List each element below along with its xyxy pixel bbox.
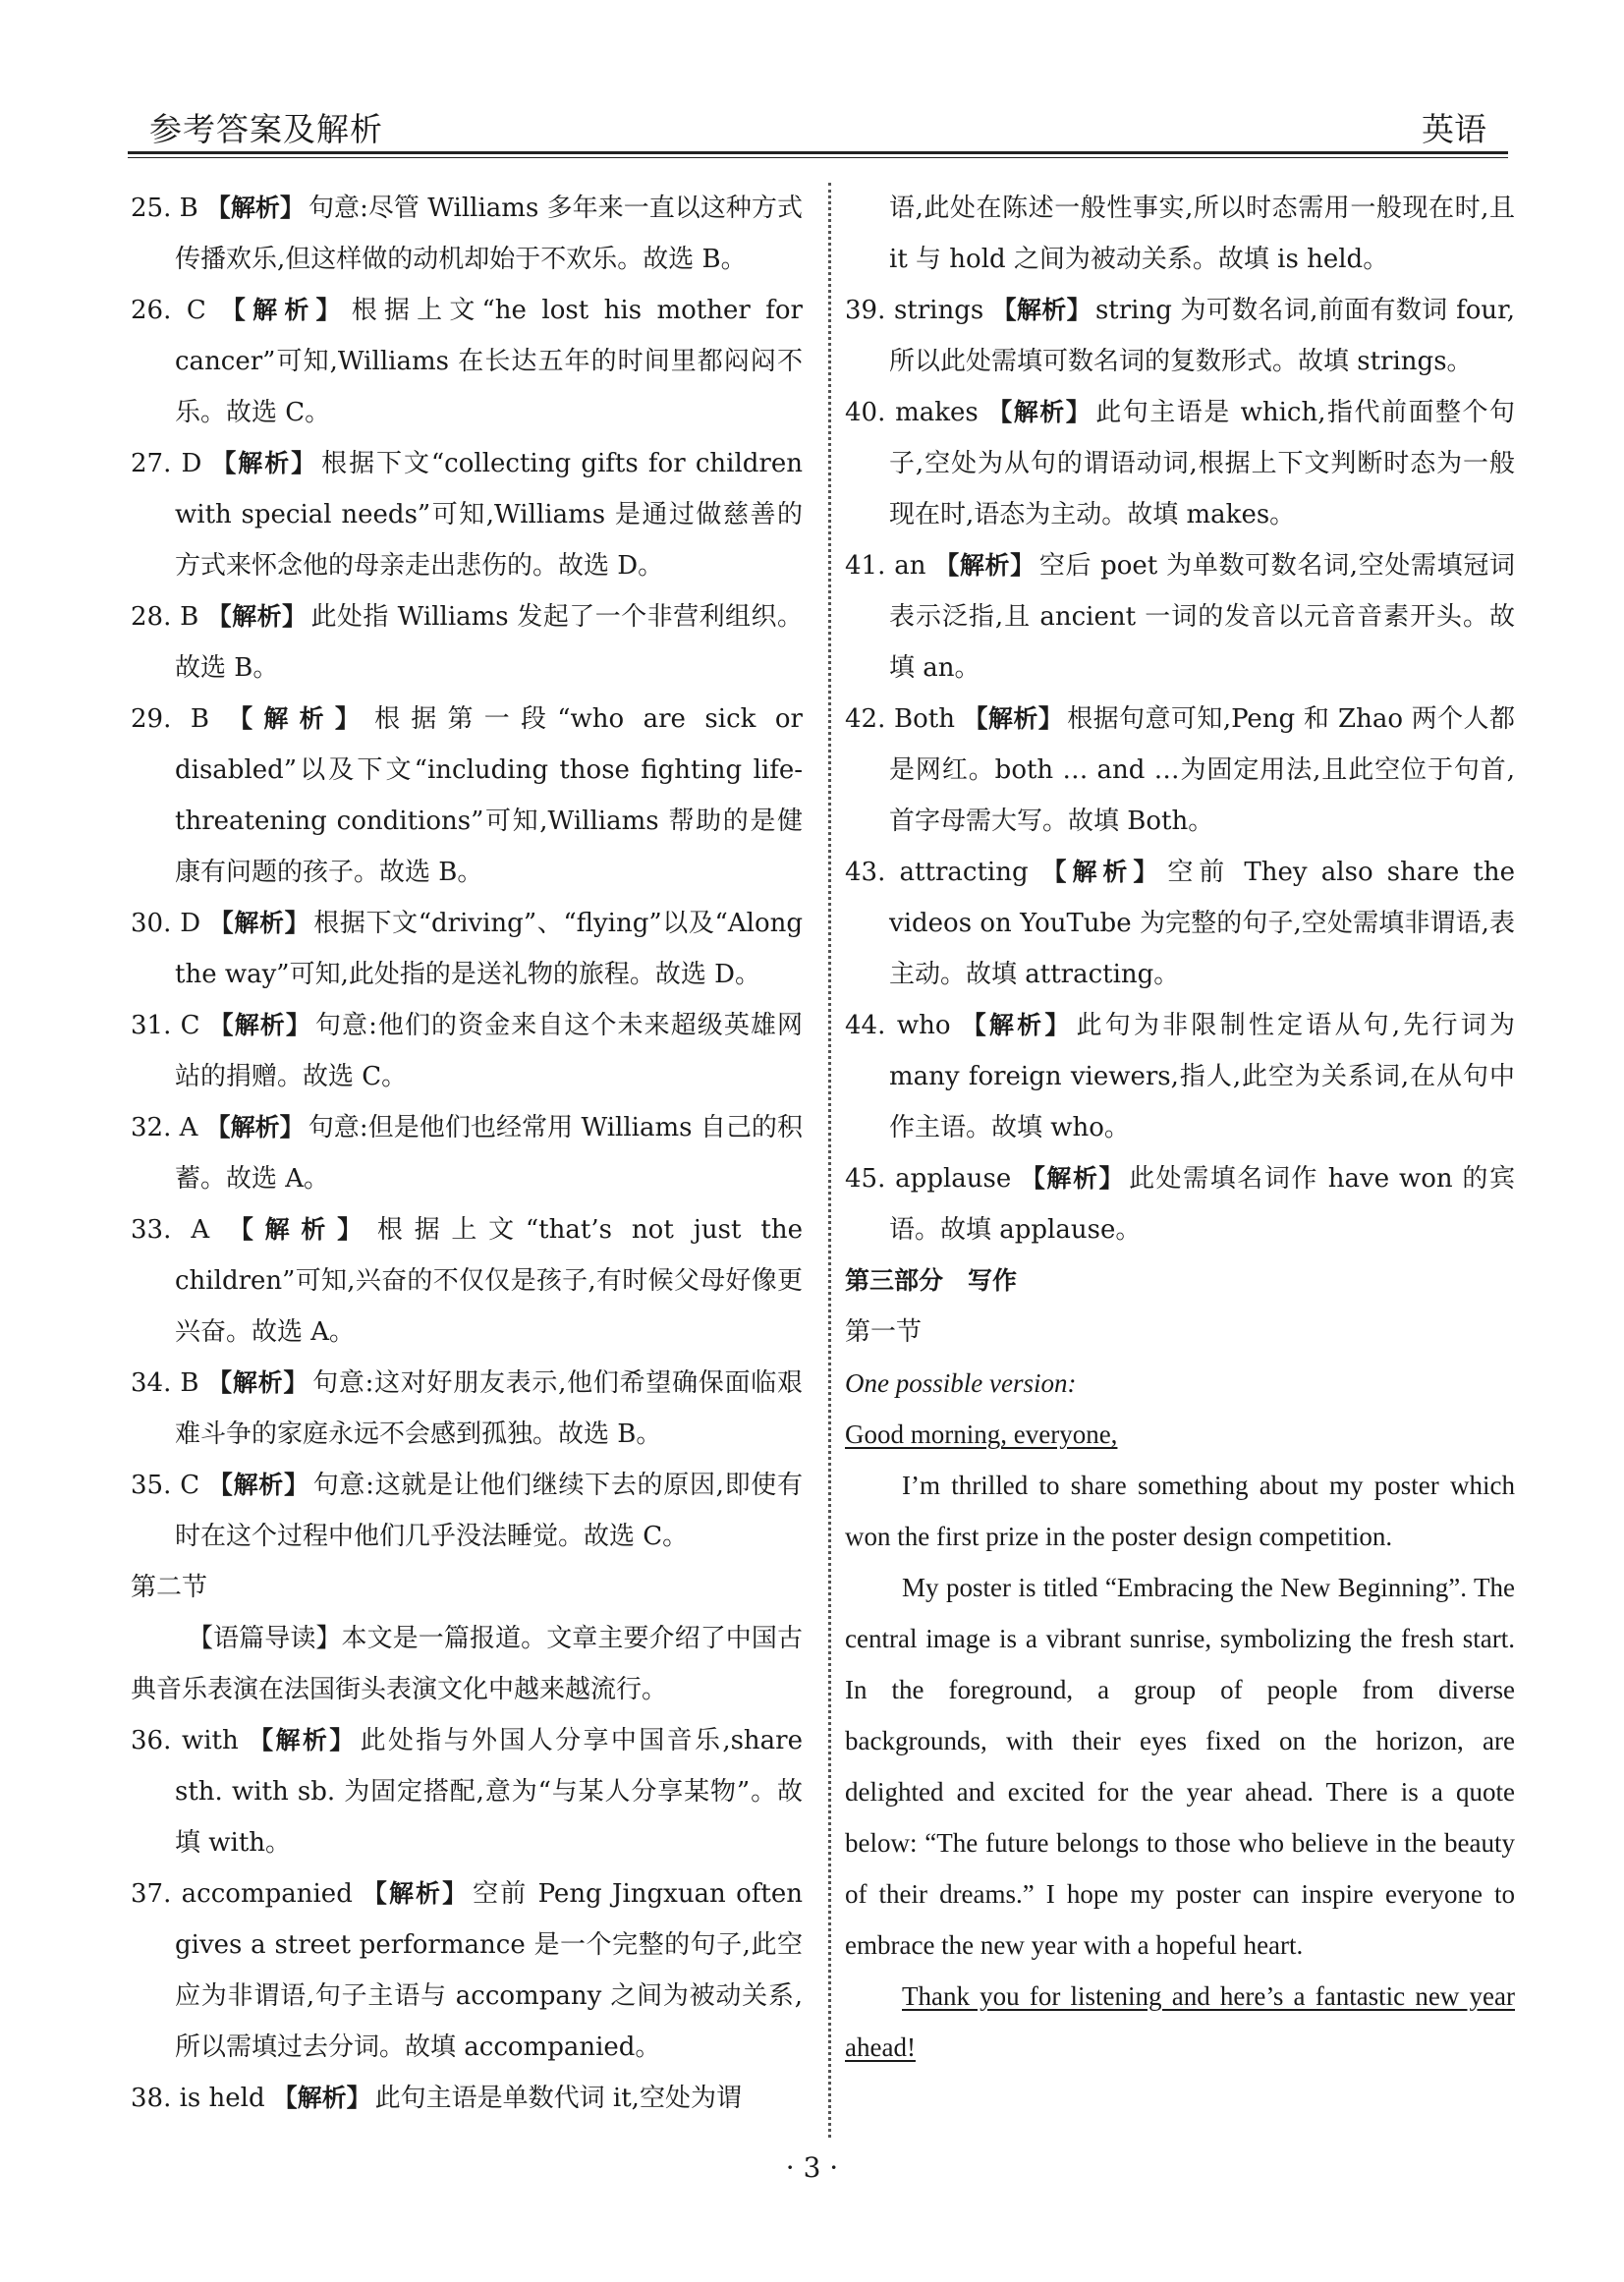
header-subject: 英语 [1422,110,1486,148]
guide-text: 本文是一篇报道。文章主要介绍了中国古典音乐表演在法国街头表演文化中越来越流行。 [131,1624,803,1704]
analysis-text: 根据下文“driving”、“flying”以及“Along the way”可知,此处指的是送礼物的旅程。故选 D。 [175,909,803,989]
analysis-tag: 【解析】 [985,398,1092,426]
left-column [131,183,803,2124]
answer-number: 42. Both [845,704,956,734]
part3-title: 第三部分 写作 [845,1266,1018,1295]
answer-number: 29. B [131,704,209,734]
analysis-tag: 【解析】 [205,194,305,222]
column-divider [828,183,831,2138]
analysis-text: 根据第一段“who are sick or disabled”以及下文“including those fighting life-threatening conditions”可知,Williams 帮助的是健康有问题的孩子。故选 B。 [175,704,803,887]
analysis-tag: 【解析】 [958,1011,1073,1039]
answer-item [131,1868,803,2073]
answer-item [131,1358,803,1460]
answer-item [131,1460,803,1562]
answer-item [845,1000,1515,1153]
answer-item [845,387,1515,540]
essay-paragraph-1: I’m thrilled to share something about my poster which won the first prize in the poster design competition. [845,1471,1515,1551]
analysis-text: 句意:但是他们也经常用 Williams 自己的积蓄。故选 A。 [175,1113,803,1194]
analysis-tag: 【解析】 [1019,1164,1126,1193]
analysis-tag: 【解析】 [963,704,1064,733]
analysis-text: 此句为非限制性定语从句,先行词为 many foreign viewers,指人,此空为关系词,在从句中作主语。故填 who。 [889,1011,1515,1142]
section1-title: 第一节 [845,1317,923,1347]
header-rule-thin [128,157,1508,158]
answer-number: 35. C [131,1471,200,1500]
answer-number: 45. applause [845,1164,1012,1194]
analysis-text: 此处指 Williams 发起了一个非营利组织。故选 B。 [175,602,803,683]
analysis-text: 句意:他们的资金来自这个未来超级英雄网站的捐赠。故选 C。 [175,1011,803,1091]
analysis-text: 空后 poet 为单数可数名词,空处需填冠词表示泛指,且 ancient 一词的发音以元音音素开头。故填 an。 [889,551,1515,683]
answer-item [131,1715,803,1868]
version-label: One possible version: [845,1368,1077,1398]
analysis-text: 根据上文“that’s not just the children”可知,兴奋的不仅仅是孩子,有时候父母好像更兴奋。故选 A。 [175,1215,803,1347]
answer-number: 31. C [131,1011,200,1040]
analysis-text: 空前 They also share the videos on YouTube 为完整的句子,空处需填非谓语,表主动。故填 attracting。 [889,858,1515,989]
answer-item [845,285,1515,387]
analysis-tag: 【解析】 [217,1215,373,1244]
analysis-text: 根据句意可知,Peng 和 Zhao 两个人都是网红。both … and …为固定用法,且此空位于句首,首字母需大写。故填 Both。 [889,704,1515,836]
answer-number: 37. accompanied [131,1879,353,1909]
analysis-text: 此处指与外国人分享中国音乐,share sth. with sb. 为固定搭配,意为“与某人分享某物”。故填 with。 [175,1726,803,1858]
answer-item [845,540,1515,694]
answer-item [131,285,803,438]
answer-number: 44. who [845,1011,951,1040]
analysis-tag: 【解析】 [216,704,371,733]
essay-paragraph-2: My poster is titled “Embracing the New Beginning”. The central image is a vibrant sunrise, symbolizing the fresh start. In the foreground, a group of people from diverse backgrounds, with their eyes fixed on the horizon, are delighted and excited for the year ahead. There is a quote below: “The future belongs to those who believe in the beauty of their dreams.” I hope my poster can inspire everyone to embrace the new year with a hopeful heart. [845,1573,1515,1960]
answer-number: 32. A [131,1113,198,1142]
answer-item [845,1153,1515,1255]
analysis-tag: 【解析】 [360,1879,470,1908]
answer-item [131,591,803,694]
header-title: 参考答案及解析 [149,110,383,148]
right-column [845,183,1515,2073]
analysis-tag: 【解析】 [207,1471,309,1499]
answer-item [131,438,803,591]
answer-number: 34. B [131,1368,199,1398]
analysis-tag: 【解析】 [272,2084,371,2112]
analysis-tag: 【解析】 [213,296,348,324]
analysis-tag: 【解析】 [209,449,318,477]
answer-item [131,183,803,285]
analysis-text: 句意:尽管 Williams 多年来一直以这种方式传播欢乐,但这样做的动机却始于不欢乐。故选 B。 [175,194,803,274]
analysis-tag: 【解析】 [933,551,1036,580]
analysis-tag: 【解析】 [208,909,310,937]
answer-item [131,1000,803,1102]
answer-item [131,1102,803,1204]
analysis-tag: 【解析】 [1036,858,1164,886]
answer-item [845,847,1515,1000]
analysis-tag: 【解析】 [246,1726,357,1754]
analysis-tag: 【解析】 [206,1368,309,1397]
answer-number: 30. D [131,909,201,938]
closing-text: Thank you for listening and here’s a fantastic new year ahead! [845,1981,1515,2062]
reading-guide [131,1613,803,1715]
analysis-tag: 【解析】 [205,1113,305,1141]
analysis-text: string 为可数名词,前面有数词 four,所以此处需填可数名词的复数形式。故填 strings。 [889,296,1515,376]
answer-number: 38. is held [131,2084,265,2113]
header-rule-thick [128,151,1508,154]
analysis-tag: 【解析】 [206,602,308,631]
analysis-text: 句意:这就是让他们继续下去的原因,即使有时在这个过程中他们几乎没法睡觉。故选 C。 [175,1471,803,1551]
analysis-text: 根据下文“collecting gifts for children with special needs”可知,Williams 是通过做慈善的方式来怀念他的母亲走出悲伤的。故选 D。 [175,449,803,581]
answer-item [131,694,803,898]
greeting-text: Good morning, everyone, [845,1419,1118,1449]
answer-number: 41. an [845,551,926,581]
analysis-text: 此句主语是单数代词 it,空处为谓 [374,2084,742,2113]
answer-item [131,1204,803,1358]
essay-closing [845,1971,1515,2073]
answer-number: 39. strings [845,296,984,325]
analysis-text: 此句主语是 which,指代前面整个句子,空处为从句的谓语动词,根据上下文判断时态为一般现在时,语态为主动。故填 makes。 [889,398,1515,529]
answer-item [131,2073,803,2124]
analysis-tag: 【解析】 [991,296,1092,324]
answer-number: 43. attracting [845,858,1029,887]
page-number: · 3 · [785,2151,839,2184]
answer-item [845,694,1515,847]
guide-tag: 【语篇导读】 [188,1624,342,1653]
answer-number: 28. B [131,602,199,632]
answer-number: 26. C [131,296,206,325]
analysis-text: 根据上文“he lost his mother for cancer”可知,Williams 在长达五年的时间里都闷闷不乐。故选 C。 [175,296,803,427]
answer-number: 27. D [131,449,202,478]
analysis-text: 此处需填名词作 have won 的宾语。故填 applause。 [889,1164,1515,1245]
answer-number: 25. B [131,194,198,223]
answer-number: 40. makes [845,398,979,427]
page-header [128,96,1508,147]
item-38-continuation: 语,此处在陈述一般性事实,所以时态需用一般现在时,且 it 与 hold 之间为被动关系。故填 is held。 [889,194,1515,274]
answer-number: 36. with [131,1726,239,1755]
analysis-tag: 【解析】 [207,1011,311,1039]
essay-greeting [845,1409,1515,1460]
answer-number: 33. A [131,1215,210,1245]
analysis-text: 句意:这对好朋友表示,他们希望确保面临艰难斗争的家庭永远不会感到孤独。故选 B。 [175,1368,803,1449]
answer-item [131,898,803,1000]
analysis-text: 空前 Peng Jingxuan often gives a street performance 是一个完整的句子,此空应为非谓语,句子主语与 accompany 之间为被动关系,所以需填过去分词。故填 accompanied。 [175,1879,803,2062]
section2-title: 第二节 [131,1573,208,1602]
